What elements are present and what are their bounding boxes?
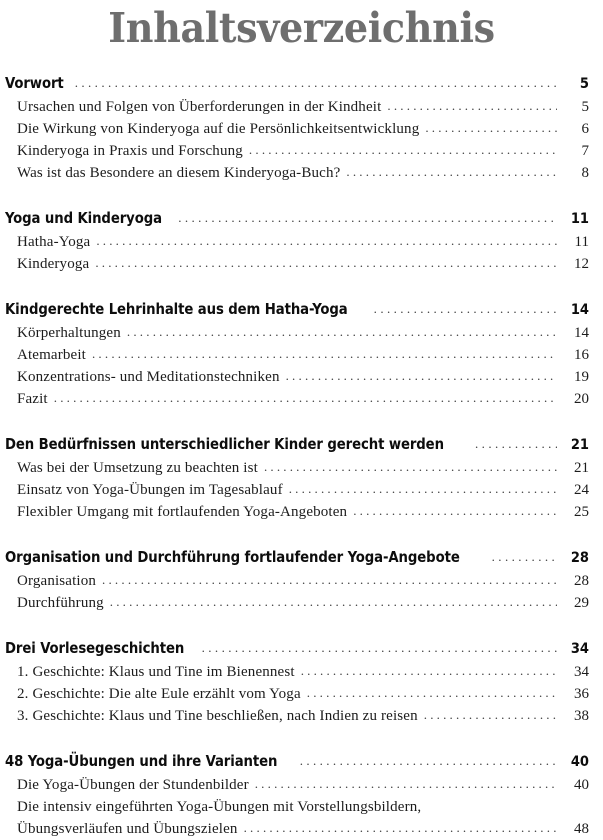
toc-entry-row[interactable]: [5, 570, 589, 592]
toc-heading-page: 14: [570, 302, 589, 318]
toc-entry-page: 21: [574, 460, 589, 476]
toc-entry-page: 7: [581, 143, 589, 159]
dot-leader: [475, 431, 557, 457]
toc-section: [5, 205, 589, 275]
toc-entry-row[interactable]: [5, 322, 589, 344]
toc-entry-label: Konzentrations- und Meditationstechniken: [17, 369, 280, 385]
toc-entry-row[interactable]: [5, 705, 589, 727]
toc-section: [5, 431, 589, 523]
toc-entry-label: Flexibler Umgang mit fortlaufenden Yoga-Angeboten: [17, 504, 348, 520]
toc-entry-row[interactable]: [5, 366, 589, 388]
toc-entry-page: 5: [581, 99, 589, 115]
dot-leader: [374, 296, 557, 322]
toc-entry-page: 11: [574, 234, 589, 250]
dot-leader: [178, 205, 557, 231]
dot-leader: [75, 70, 557, 96]
dot-leader: [346, 161, 557, 183]
toc-heading-row[interactable]: [5, 70, 589, 96]
dot-leader: [92, 343, 557, 365]
toc-entry-row[interactable]: [5, 592, 589, 614]
dot-leader: [127, 321, 557, 343]
toc-entry-label: Die intensiv eingeführten Yoga-Übungen mit Vorstellungsbildern,: [17, 799, 422, 815]
toc-entry-row[interactable]: [5, 818, 589, 840]
toc-heading-page: 40: [570, 754, 589, 770]
dot-leader: [289, 478, 557, 500]
toc-section: [5, 635, 589, 727]
toc-heading-row[interactable]: [5, 296, 589, 322]
toc-heading-label: Den Bedürfnissen unterschiedlicher Kinder gerecht werden: [5, 435, 444, 453]
toc-entry-row[interactable]: [5, 479, 589, 501]
toc-entry-label: Kinderyoga in Praxis und Forschung: [17, 143, 243, 159]
toc-section: [5, 748, 589, 840]
toc-entry-page: 16: [574, 347, 589, 363]
dot-leader: [424, 704, 557, 726]
toc-entry-page: 36: [574, 686, 589, 702]
toc-entry-page: 28: [574, 573, 589, 589]
toc-list: [0, 70, 603, 840]
toc-entry-row[interactable]: [5, 501, 589, 523]
page-title: Inhaltsverzeichnis: [108, 4, 495, 52]
toc-entry-label: Die Wirkung von Kinderyoga auf die Persönlichkeitsentwicklung: [17, 121, 420, 137]
toc-entry-page: 14: [574, 325, 589, 341]
toc-heading-row[interactable]: [5, 431, 589, 457]
toc-entry-page: 48: [574, 821, 589, 837]
toc-entry-row[interactable]: [5, 140, 589, 162]
toc-entry-row[interactable]: [5, 118, 589, 140]
toc-entry-page: 25: [574, 504, 589, 520]
toc-entry-label: Hatha-Yoga: [17, 234, 91, 250]
toc-entry-row[interactable]: [5, 457, 589, 479]
toc-entry-row[interactable]: [5, 661, 589, 683]
toc-entry-label: 1. Geschichte: Klaus und Tine im Bienennest: [17, 664, 295, 680]
toc-section: [5, 70, 589, 184]
dot-leader: [264, 456, 557, 478]
toc-entry-row[interactable]: [5, 774, 589, 796]
dot-leader: [96, 230, 557, 252]
toc-entry-row[interactable]: [5, 162, 589, 184]
toc-heading-row[interactable]: [5, 748, 589, 774]
toc-entry-label: Übungsverläufen und Übungszielen: [17, 821, 238, 837]
dot-leader: [249, 139, 557, 161]
dot-leader: [492, 544, 557, 570]
toc-entry-page: 8: [581, 165, 589, 181]
toc-heading-label: Yoga und Kinderyoga: [5, 209, 162, 227]
toc-entry-row[interactable]: [5, 253, 589, 275]
toc-entry-label: Fazit: [17, 391, 48, 407]
toc-entry-row[interactable]: [5, 796, 589, 818]
toc-entry-page: 40: [574, 777, 589, 793]
toc-entry-label: 3. Geschichte: Klaus und Tine beschließen, nach Indien zu reisen: [17, 708, 418, 724]
toc-heading-label: Organisation und Durchführung fortlaufender Yoga-Angebote: [5, 548, 460, 566]
toc-entry-label: Kinderyoga: [17, 256, 90, 272]
toc-heading-page: 34: [570, 641, 589, 657]
dot-leader: [110, 591, 557, 613]
toc-entry-page: 20: [574, 391, 589, 407]
toc-entry-row[interactable]: [5, 683, 589, 705]
toc-entry-page: 29: [574, 595, 589, 611]
toc-entry-label: Durchführung: [17, 595, 104, 611]
toc-heading-page: 21: [570, 437, 589, 453]
toc-section: [5, 544, 589, 614]
toc-entry-label: 2. Geschichte: Die alte Eule erzählt vom Yoga: [17, 686, 301, 702]
toc-entry-row[interactable]: [5, 344, 589, 366]
dot-leader: [425, 117, 557, 139]
dot-leader: [307, 682, 557, 704]
toc-entry-label: Ursachen und Folgen von Überforderungen in der Kindheit: [17, 99, 382, 115]
dot-leader: [95, 252, 557, 274]
dot-leader: [244, 817, 557, 839]
toc-entry-page: 34: [574, 664, 589, 680]
toc-heading-page: 5: [579, 76, 589, 92]
dot-leader: [286, 365, 557, 387]
dot-leader: [301, 660, 557, 682]
toc-entry-page: 19: [574, 369, 589, 385]
toc-entry-row[interactable]: [5, 96, 589, 118]
dot-leader: [387, 95, 557, 117]
dot-leader: [54, 387, 557, 409]
toc-entry-label: Körperhaltungen: [17, 325, 121, 341]
dot-leader: [202, 635, 557, 661]
toc-heading-label: Vorwort: [5, 74, 64, 92]
toc-entry-label: Atemarbeit: [17, 347, 86, 363]
toc-heading-page: 11: [570, 211, 589, 227]
toc-entry-page: 38: [574, 708, 589, 724]
dot-leader: [102, 569, 557, 591]
toc-entry-label: Die Yoga-Übungen der Stundenbilder: [17, 777, 249, 793]
toc-entry-label: Organisation: [17, 573, 97, 589]
toc-heading-row[interactable]: [5, 544, 589, 570]
toc-entry-label: Was ist das Besondere an diesem Kinderyoga-Buch?: [17, 165, 341, 181]
toc-entry-row[interactable]: [5, 231, 589, 253]
toc-heading-row[interactable]: [5, 205, 589, 231]
toc-heading-page: 28: [570, 550, 589, 566]
dot-leader: [353, 500, 557, 522]
toc-heading-label: Kindgerechte Lehrinhalte aus dem Hatha-Yoga: [5, 300, 348, 318]
toc-entry-label: Einsatz von Yoga-Übungen im Tagesablauf: [17, 482, 283, 498]
toc-section: [5, 296, 589, 410]
toc-entry-page: 6: [581, 121, 589, 137]
toc-entry-page: 24: [574, 482, 589, 498]
toc-heading-row[interactable]: [5, 635, 589, 661]
toc-entry-label: Was bei der Umsetzung zu beachten ist: [17, 460, 258, 476]
toc-heading-label: Drei Vorlesegeschichten: [5, 639, 185, 657]
dot-leader: [255, 773, 557, 795]
dot-leader: [300, 748, 557, 774]
toc-entry-row[interactable]: [5, 388, 589, 410]
toc-heading-label: 48 Yoga-Übungen und ihre Varianten: [5, 752, 278, 770]
toc-entry-page: 12: [574, 256, 589, 272]
